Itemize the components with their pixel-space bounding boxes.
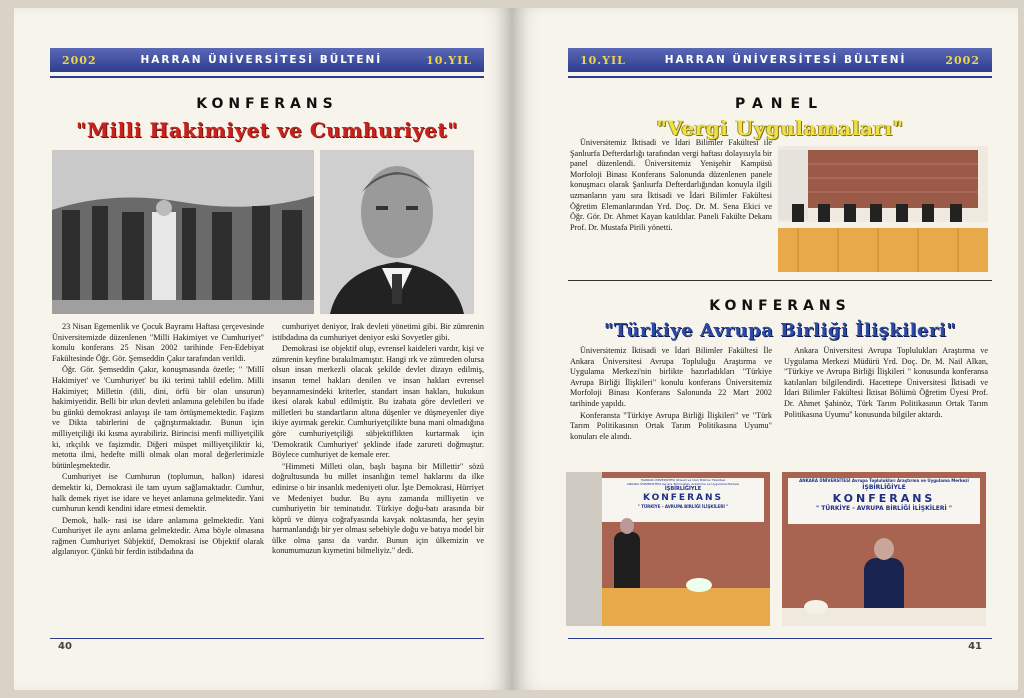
speaker-figure xyxy=(864,558,904,614)
footer-rule xyxy=(50,638,484,639)
ataturk-portrait-photo xyxy=(320,150,474,314)
left-article-col1 xyxy=(52,322,264,559)
footer-rule xyxy=(568,638,992,639)
paragraph: 23 Nisan Egemenlik ve Çocuk Bayramı Haftası çerçevesinde Üniversitemizde düzenlenen "Milli Hakimiyet ve Cumhuriyet" konulu konferans 25 Nisan 2002 tarihinde Fen-Edebiyat Fakültesinde Öğr. Gör. Şemseddin Çakır tarafından verildi. xyxy=(52,322,264,363)
paragraph: Demok, halk- rasi ise idare anlamına gelmektedir. Yani Cumhuriyet ile aynı anlama gelmektedir. Ama böyle olmasına rağmen Cumhuriyet Sübjektif, Demokrasi ise Objektif olarak algılanıyor. Çünkü bir ferdin istibdadına da xyxy=(52,515,264,557)
left-page xyxy=(14,8,513,690)
speaker-head xyxy=(620,518,634,534)
banner-line: KONFERANS xyxy=(643,493,723,503)
banner-line: İŞBİRLİĞİYLE xyxy=(862,484,906,491)
header-rule xyxy=(568,76,992,78)
left-article-col2 xyxy=(272,322,484,558)
banner-line: ANKARA ÜNİVERSİTESİ Avrupa Toplulukları Araştırma ve Uygulama Merkezi xyxy=(626,482,740,486)
banner-line: KONFERANS xyxy=(832,492,936,505)
conference-banner-1 xyxy=(602,478,764,522)
header-title: HARRAN ÜNİVERSİTESİ BÜLTENİ xyxy=(140,54,383,66)
ataturk-crowd-photo xyxy=(52,150,314,314)
conference-col2 xyxy=(784,346,988,421)
paragraph: Ankara Üniversitesi Avrupa Toplulukları Araştırma ve Uygulama Merkezi Müdürü Yrd. Doç. Dr. M. Nail Alkan, "Türkiye ve Avrupa Birliği İlişkileri " konusunda konferansa katılanları bilgilendirdi. Hacettepe Üniversitesi İktisadi ve İdari Bilimler Fakültesi İktisat Bölümü Öğretim Üyesi Prof. Dr. Ahmet Şahinöz, Türk Tarım Politikasının Ortak Tarım Politikasına Uyumu" konusunda bilgiler aktardı. xyxy=(784,346,988,419)
right-page xyxy=(512,8,1018,690)
flowers xyxy=(686,578,712,592)
conference-headline: "Milli Hakimiyet ve Cumhuriyet" xyxy=(75,118,459,142)
section-rule xyxy=(568,280,992,281)
header-rule xyxy=(50,76,484,78)
speaker-figure xyxy=(614,532,640,588)
header-anniversary: 10.YIL xyxy=(580,53,626,67)
wall-panel xyxy=(566,472,602,626)
paragraph: Üniversitemiz İktisadi ve İdari Bilimler Fakültesi ile Şanlıurfa Defterdarlığı tarafından vergi haftası dolayısıyla bir panel düzenlendi. Üniversitemiz Yenişehir Kampüsü Morfoloji Binası Konferans Salonunda düzenlenen panele konuşmacı olarak Şanlıurfa Defterdarlığından konuyla ilgili uzmanların yanı sıra İktisadi ve İdari Bilimler Fakültesi Öğretim Elemanlarından Yrd. Doç. Dr. M. Sena Ekici ve Öğr. Gör. Dr. Ahmet Kayan katıldılar. Paneli Fakülte Dekanı Prof. Dr. Mustafa Pirili yönetti. xyxy=(570,138,772,232)
header-anniversary: 10.YIL xyxy=(426,53,472,67)
right-header-band xyxy=(568,48,992,72)
paragraph: Konferansta "Türkiye Avrupa Birliği İlişkileri" ve "Türk Tarım Politikasının Ortak Tarım Politikasına Uyumu" konuları ele alındı. xyxy=(570,410,772,441)
conference-kicker: KONFERANS xyxy=(709,298,851,314)
header-title: HARRAN ÜNİVERSİTESİ BÜLTENİ xyxy=(664,54,907,66)
conference-banner-2 xyxy=(788,478,980,524)
banner-line: İŞBİRLİĞİYLE xyxy=(664,486,702,492)
conference-kicker: KONFERANS xyxy=(196,96,338,112)
panel-headline: "Vergi Uygulamaları" xyxy=(656,116,904,140)
banner-line: ANKARA ÜNİVERSİTESİ Avrupa Toplulukları Araştırma ve Uygulama Merkezi xyxy=(799,478,969,483)
panel-article xyxy=(570,138,772,234)
conference-col1 xyxy=(570,346,772,443)
page-number: 40 xyxy=(58,641,72,652)
conference-photo-2 xyxy=(782,472,986,626)
banner-line: HARRAN ÜNİVERSİTESİ İktisadi ve İdari Bilimler Fakültesi xyxy=(640,478,726,482)
paragraph: cumhuriyet deniyor, Irak devleti yönetimi gibi. Bir zümrenin istibdadına da cumhuriyet deniyor eski Sovyetler gibi. xyxy=(272,322,484,342)
conference-headline: "Türkiye Avrupa Birliği İlişkileri" xyxy=(603,320,957,341)
paragraph: Demokrasi ise objektif olup, evrensel kaideleri vardır, kişi ve zümrenin keyfine bırakılmamıştır. Hangi ırk ve zümreden olursa olsun insan merkezli olacak şekilde devlet dizayn edilmiş, insanın temel hakları denilen ve insan hakları evrensel beyannamesindeki kriterler, standart insan hakları, hukukun ikesi olarak kabul edilmiştir. Bu izahata göre devletleri ve milletleri bu standartların altına düşenler ve düşmeyenler diye ikiye ayırmak gerekir. Cumhuriyetçilikte buna mani olmadığına göre cumhuriyetçiliği sübjektiflikten kurtarmak için 'Demokratik Cumhuriyet' şeklinde ifade zarureti doğmuştur. Böylece cumhuriyet de kemale erer. xyxy=(272,344,484,460)
stage-table xyxy=(602,588,770,626)
page-number: 41 xyxy=(968,641,982,652)
flowers xyxy=(804,600,828,614)
conference-photo-1 xyxy=(566,472,770,626)
panel-kicker: PANEL xyxy=(734,96,825,112)
header-year: 2002 xyxy=(62,53,97,67)
speaker-head xyxy=(874,538,894,560)
paragraph: Öğr. Gör. Şemseddin Çakır, konuşmasında özetle; " 'Millî Hakimiyet' ve 'Cumhuriyet' bu iki terimi tahlil edelim. Milli Hakimiyet; Milletin (dili, dini, örfü bir olan unsurun) hakimiyetidir. Belli bir ırkın devleti anlamına gelebilen bu ifade bu günkü demokrasi anlayışı ile tam örtüşmemektedir. Faşizm ve Dikta tabirlerini de çağrıştırmaktadır. Bunun için milliyetçiliği iki kısma ayırabiliriz. Birincisi menfi milliyetçilik ki, ırkçılık ve faşizmdir. Diğeri müspet milliyetçiliktir ki, metotta ilmi, hedefte milli olmak olan moral değerlerimizle bütünleşmektedir. xyxy=(52,365,264,470)
paragraph: Üniversitemiz İktisadi ve İdari Bilimler Fakültesi İle Ankara Üniversitesi Avrupa Topluluğu Araştırma ve Uygulama Merkezi'nin birlikte hazırladıkları "Türkiye Avrupa Birliği İlişkileri" konulu konferans Üniversitemiz Morfoloji Binası Konferans Salonunda 22 Mart 2002 tarihinde yapıldı. xyxy=(570,346,772,408)
header-year: 2002 xyxy=(945,53,980,67)
paragraph: "Himmeti Milleti olan, başlı başına bir Millettir" sözü doğrultusunda bu millet insanlığın temel haklarını da ilke edinirse o bir insanlık medeniyeti olur. İşte Demokrasi, Hürriyet ve Medeniyet budur. Bu aynı zamanda milliyetin ve cumhuriyetin bir teminatıdır. Türkiye doğu-batı arasında bir köprü ve dünya coğrafyasında kavşak noktasında, her şeyin harmanlandığı bir yer olması sebebiyle doğu ve batıya model bir ülke olma şansı da vardır. Bunun için ülkemizin ve konumumuzun kıymetini bilmeliyiz." dedi. xyxy=(272,461,484,556)
banner-line: " TÜRKİYE - AVRUPA BİRLİĞİ İLİŞKİLERİ " xyxy=(816,505,952,512)
panel-photo xyxy=(778,146,988,272)
banner-line: " TÜRKİYE - AVRUPA BİRLİĞİ İLİŞKİLERİ " xyxy=(637,504,729,509)
left-header-band xyxy=(50,48,484,72)
paragraph: Cumhuriyet ise Cumhurun (toplumun, halkın) idaresi demektir ki, Demokrasi ile tam uyum sağlamaktadır. Cumhur, halk demek riyet ise idare ve heyet anlamına gelmektedir. Yani cumhurun kendi kendini idare etmesi demektir. xyxy=(52,472,264,514)
